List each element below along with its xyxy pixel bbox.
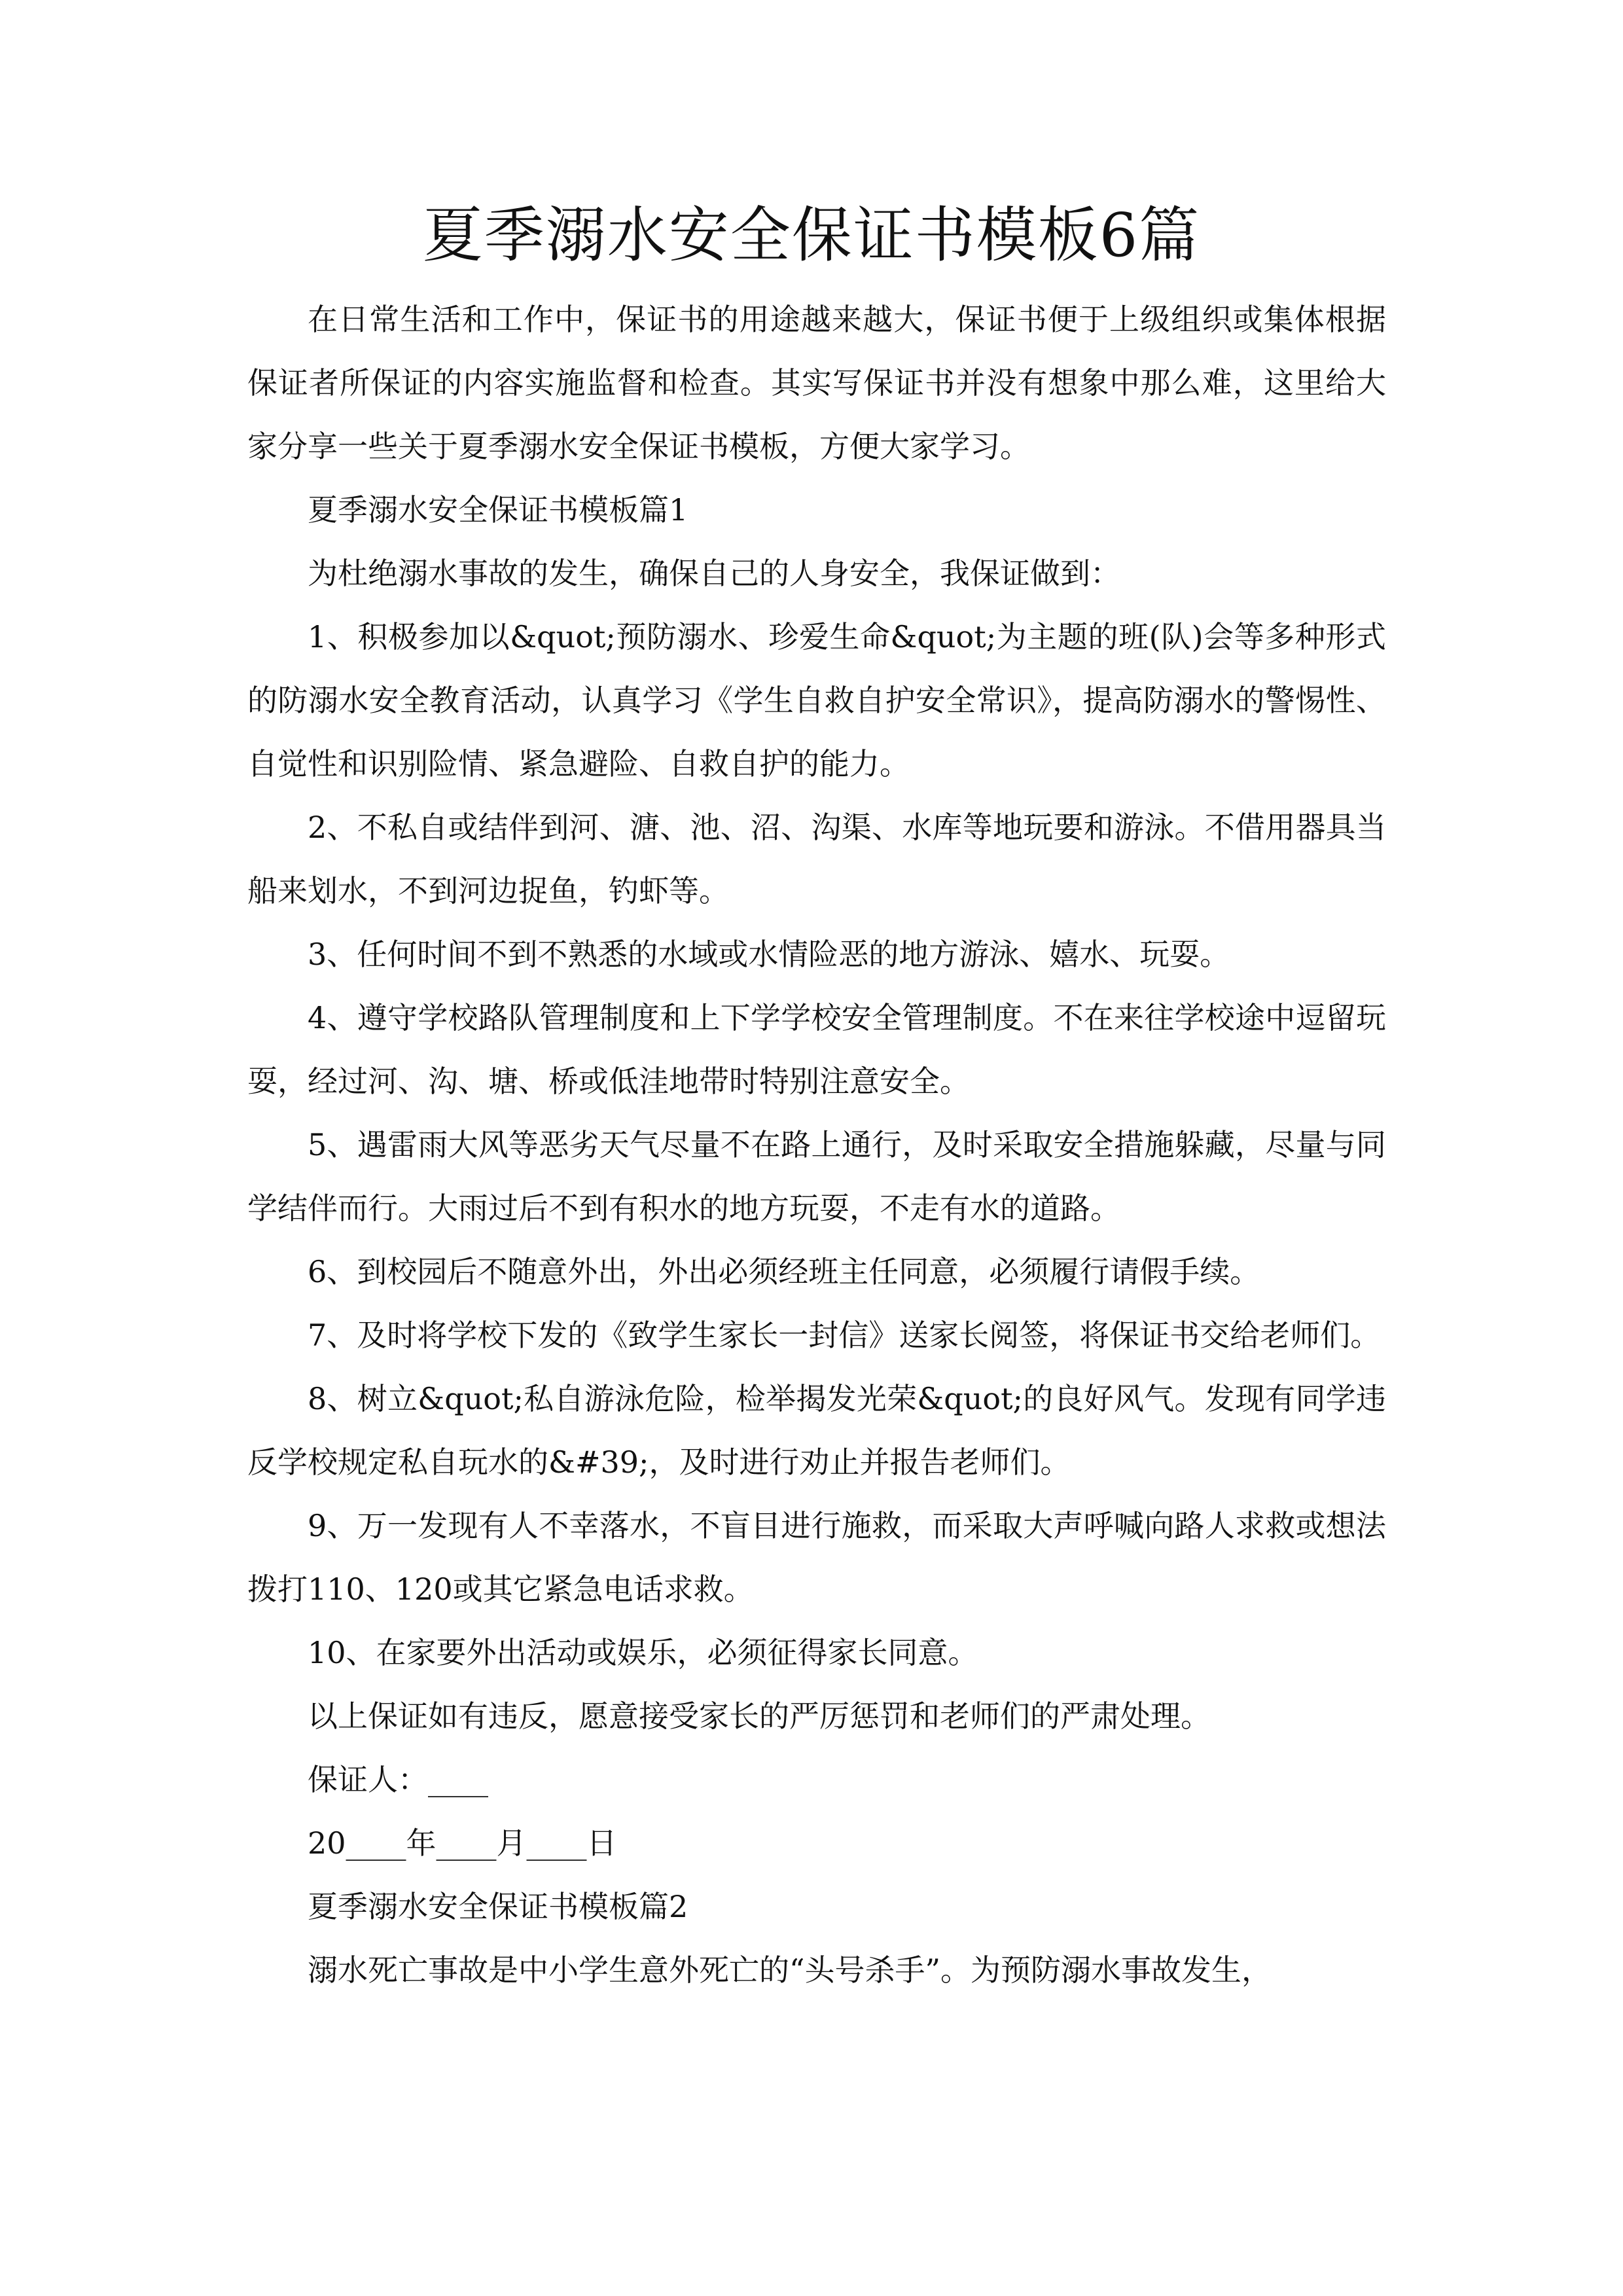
pledge-item-9: 9、万一发现有人不幸落水，不盲目进行施救，而采取大声呼喊向路人求救或想法拨打110、120或其它紧急电话求救。 — [247, 1508, 1386, 1607]
signature-line: 保证人：____ — [308, 1762, 488, 1797]
pledge-closing: 以上保证如有违反，愿意接受家长的严厉惩罚和老师们的严肃处理。 — [308, 1698, 1211, 1734]
intro-paragraph: 在日常生活和工作中，保证书的用途越来越大，保证书便于上级组织或集体根据保证者所保证的内容实施监督和检查。其实写保证书并没有想象中那么难，这里给大家分享一些关于夏季溺水安全保证书模板，方便大家学习。 — [247, 302, 1386, 464]
section-2-first-paragraph: 溺水死亡事故是中小学生意外死亡的“头号杀手”。为预防溺水事故发生， — [308, 1952, 1272, 1988]
pledge-item-8: 8、树立&quot;私自游泳危险，检举揭发光荣&quot;的良好风气。发现有同学违反学校规定私自玩水的&#39;，及时进行劝止并报告老师们。 — [247, 1381, 1386, 1480]
date-line: 20____年____月____日 — [308, 1825, 617, 1861]
pledge-item-3: 3、任何时间不到不熟悉的水域或水情险恶的地方游泳、嬉水、玩耍。 — [308, 937, 1230, 972]
pledge-item-7: 7、及时将学校下发的《致学生家长一封信》送家长阅签，将保证书交给老师们。 — [308, 1318, 1381, 1353]
pledge-intro: 为杜绝溺水事故的发生，确保自己的人身安全，我保证做到： — [308, 556, 1120, 591]
pledge-item-6: 6、到校园后不随意外出，外出必须经班主任同意，必须履行请假手续。 — [308, 1254, 1260, 1289]
section-heading-1: 夏季溺水安全保证书模板篇1 — [308, 492, 688, 528]
pledge-item-1: 1、积极参加以&quot;预防溺水、珍爱生命&quot;为主题的班(队)会等多种形式的防溺水安全教育活动，认真学习《学生自救自护安全常识》，提高防溺水的警惕性、自觉性和识别险情、紧急避险、自救自护的能力。 — [247, 619, 1386, 781]
pledge-item-4: 4、遵守学校路队管理制度和上下学学校安全管理制度。不在来往学校途中逗留玩耍，经过河、沟、塘、桥或低洼地带时特别注意安全。 — [247, 1000, 1386, 1099]
pledge-item-10: 10、在家要外出活动或娱乐，必须征得家长同意。 — [308, 1635, 978, 1670]
section-heading-2: 夏季溺水安全保证书模板篇2 — [308, 1889, 688, 1924]
pledge-item-5: 5、遇雷雨大风等恶劣天气尽量不在路上通行，及时采取安全措施躲藏，尽量与同学结伴而行。大雨过后不到有积水的地方玩耍，不走有水的道路。 — [247, 1127, 1386, 1226]
pledge-item-2: 2、不私自或结伴到河、溏、池、沼、沟渠、水库等地玩要和游泳。不借用器具当船来划水，不到河边捉鱼，钓虾等。 — [247, 810, 1386, 908]
document-body — [247, 288, 1386, 2002]
document-title: 夏季溺水安全保证书模板6篇 — [422, 200, 1201, 270]
